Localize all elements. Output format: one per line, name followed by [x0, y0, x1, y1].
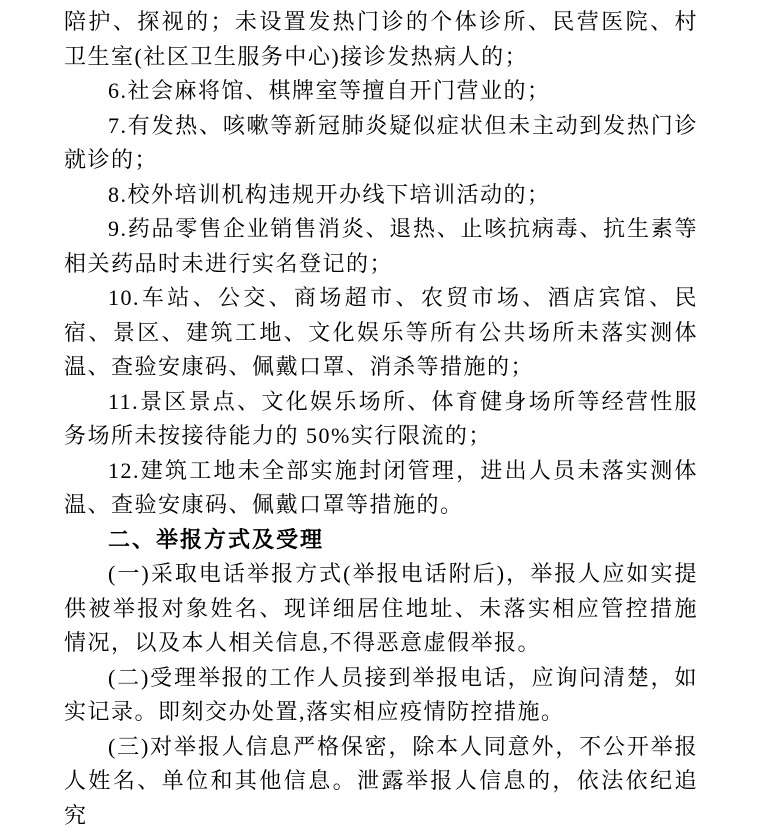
numbered-item-8: 8.校外培训机构违规开办线下培训活动的；	[64, 178, 698, 213]
sub-item-2: (二)受理举报的工作人员接到举报电话，应询问清楚，如实记录。即刻交办处置,落实相应疫情防控措施。	[64, 661, 698, 730]
sub-item-1: (一)采取电话举报方式(举报电话附后)，举报人应如实提供被举报对象姓名、现详细居住地址、未落实相应管控措施情况，以及本人相关信息,不得恶意虚假举报。	[64, 557, 698, 661]
section-heading: 二、举报方式及受理	[64, 523, 698, 558]
numbered-item-7: 7.有发热、咳嗽等新冠肺炎疑似症状但未主动到发热门诊就诊的；	[64, 109, 698, 178]
sub-item-3: (三)对举报人信息严格保密，除本人同意外，不公开举报人姓名、单位和其他信息。泄露举报人信息的，依法依纪追究	[64, 730, 698, 833]
numbered-item-6: 6.社会麻将馆、棋牌室等擅自开门营业的；	[64, 74, 698, 109]
numbered-item-11: 11.景区景点、文化娱乐场所、体育健身场所等经营性服务场所未按接待能力的 50%实行限流的；	[64, 385, 698, 454]
paragraph-continued: 陪护、探视的；未设置发热门诊的个体诊所、民营医院、村卫生室(社区卫生服务中心)接诊发热病人的；	[64, 5, 698, 74]
numbered-item-10: 10.车站、公交、商场超市、农贸市场、酒店宾馆、民宿、景区、建筑工地、文化娱乐等所有公共场所未落实测体温、查验安康码、佩戴口罩、消杀等措施的；	[64, 281, 698, 385]
numbered-item-12: 12.建筑工地未全部实施封闭管理，进出人员未落实测体温、查验安康码、佩戴口罩等措施的。	[64, 454, 698, 523]
document-body	[64, 5, 698, 833]
numbered-item-9: 9.药品零售企业销售消炎、退热、止咳抗病毒、抗生素等相关药品时未进行实名登记的；	[64, 212, 698, 281]
